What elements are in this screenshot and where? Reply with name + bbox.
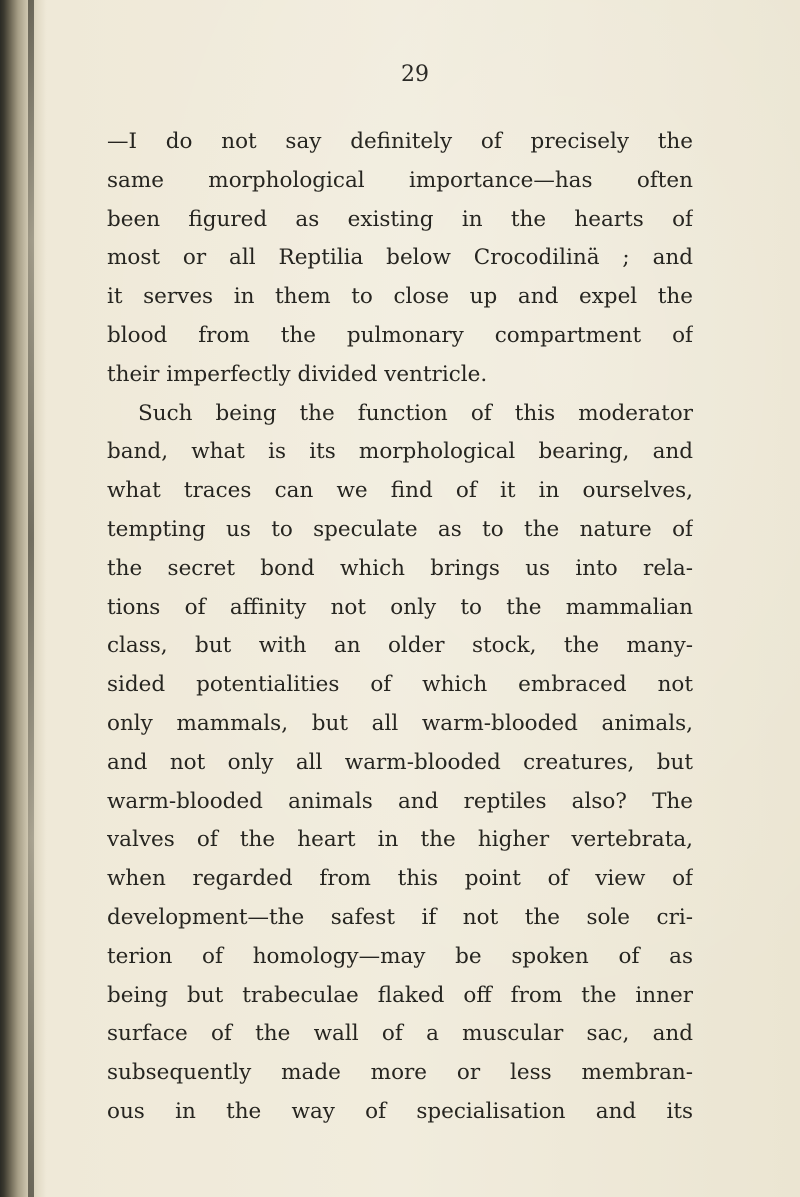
text-line: been figured as existing in the hearts of	[107, 206, 693, 232]
book-gutter	[0, 0, 46, 1197]
text-line: valves of the heart in the higher vertebrata,	[107, 827, 693, 853]
text-line: their imperfectly divided ventricle.	[107, 361, 488, 387]
page-number: 29	[401, 62, 429, 87]
text-line: Such being the function of this moderator	[138, 400, 693, 426]
text-line: it serves in them to close up and expel the	[107, 284, 693, 310]
text-line: being but trabeculae flaked off from the inner	[107, 982, 693, 1008]
text-line: only mammals, but all warm-blooded animals,	[107, 710, 693, 736]
text-line: and not only all warm-blooded creatures, but	[107, 749, 693, 775]
text-line: terion of homology—may be spoken of as	[107, 943, 693, 969]
text-line: same morphological importance—has often	[107, 167, 693, 193]
text-line: tions of affinity not only to the mammalian	[107, 594, 693, 620]
text-line: the secret bond which brings us into rela-	[107, 555, 693, 581]
text-line: warm-blooded animals and reptiles also? The	[107, 788, 693, 814]
text-line: tempting us to speculate as to the nature of	[107, 516, 693, 542]
text-line: sided potentialities of which embraced not	[107, 672, 693, 698]
text-line: band, what is its morphological bearing, and	[107, 439, 693, 465]
text-line: what traces can we find of it in ourselves,	[107, 478, 693, 504]
text-line: development—the safest if not the sole cri-	[107, 904, 693, 930]
text-line: most or all Reptilia below Crocodilinä ; and	[107, 245, 693, 271]
text-line: —I do not say definitely of precisely the	[107, 129, 693, 154]
gutter-shadow	[28, 0, 34, 1197]
text-line: blood from the pulmonary compartment of	[107, 322, 693, 348]
text-line: when regarded from this point of view of	[107, 866, 693, 892]
text-line: ous in the way of specialisation and its	[107, 1098, 693, 1124]
text-line: surface of the wall of a muscular sac, and	[107, 1021, 693, 1047]
body-text	[107, 123, 693, 1132]
text-line: class, but with an older stock, the many-	[107, 633, 693, 659]
text-line: subsequently made more or less membran-	[107, 1060, 693, 1086]
